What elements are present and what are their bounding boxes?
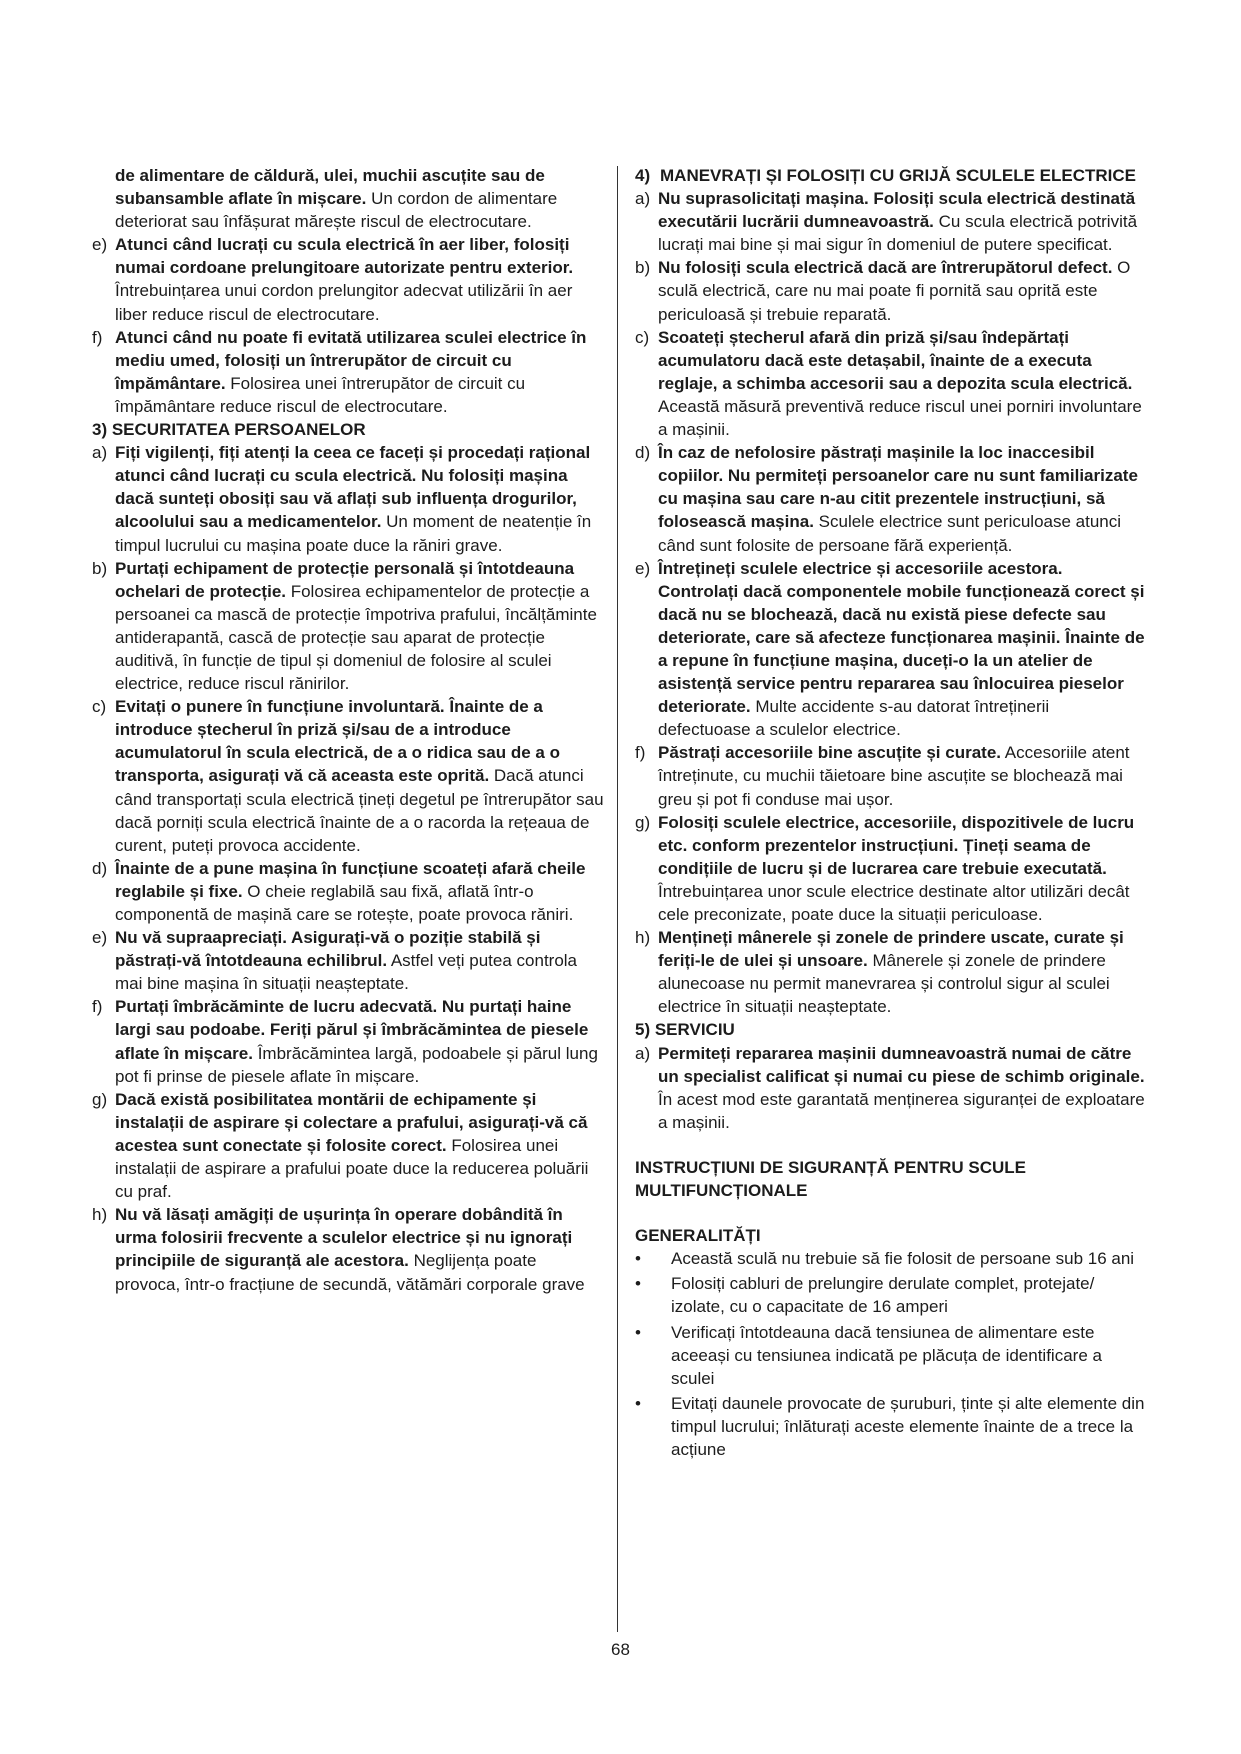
item-label: c) (635, 327, 650, 347)
item-text: Neglijența poate provoca, într-o fracțiune de secundă, vătămări corporale grave (115, 1251, 585, 1294)
section-title: INSTRUCȚIUNI DE SIGURANȚĂ PENTRU SCULE MULTIFUNCȚIONALE (635, 1157, 1027, 1201)
spacer (635, 1202, 1145, 1224)
item-label: b) (92, 558, 108, 578)
item-text: Folosirea unei întrerupător de circuit cu împământare reduce riscul de electrocutare. (115, 373, 526, 416)
item-bold: Mențineți mânerele și zonele de prindere uscate, curate și feriți-le de ulei și unsoare. (658, 928, 1124, 971)
section-heading-5: 5) SERVICIU (635, 1020, 735, 1040)
item-text: Întrebuințarea unui cordon prelungitor adecvat utilizării în aer liber reduce riscul de electrocutare. (115, 281, 573, 324)
page-number: 68 (611, 1640, 630, 1659)
item-text: Folosirea echipamentelor de protecție a persoanei ca mască de protecție împotriva prafului, încălțăminte antiderapantă, cască de protecție sau aparat de protecție auditivă, în funcție de tipul și domeniul de folosire al sculei electrice, reduce riscul rănirilor. (115, 581, 597, 694)
item-text: Un moment de neatenție în timpul lucrului cu mașina poate duce la răniri grave. (115, 512, 592, 555)
list-item (92, 557, 604, 696)
item-label: g) (92, 1089, 108, 1109)
bullet-icon: • (635, 1249, 641, 1269)
bullet-text: Evitați daunele provocate de șuruburi, ținte și alte elemente din timpul lucrului; înlăturați aceste elemente înainte de a trece la acțiune (671, 1393, 1145, 1459)
item-bold: Folosiți sculele electrice, accesoriile, dispozitivele de lucru etc. conform prezentelor instrucțiuni. Țineți seama de condițiile de lucru și de lucrarea care trebuie executată. (658, 812, 1135, 878)
list-item (92, 1088, 604, 1203)
item-text: O cheie reglabilă sau fixă, aflată într-o componentă de mașină care se rotește, poate provoca răniri. (115, 881, 574, 924)
item-text: Mânerele și zonele de prindere alunecoase nu permit manevrarea și controlul sigur al sculei electrice în situații neașteptate. (658, 951, 1110, 1017)
item-bold: Nu vă lăsați amăgiți de ușurința în operare dobândită în urma folosirii frecvente a sculelor electrice și nu ignorați principiile de siguranță ale acestora. (115, 1205, 573, 1271)
intro-text: Un cordon de alimentare deteriorat sau înfășurat mărește riscul de electrocutare. (115, 189, 558, 232)
item-text: Folosirea unei instalații de aspirare a prafului poate duce la reducerea poluării cu praf. (115, 1135, 589, 1202)
continued-paragraph (92, 164, 604, 233)
item-label: e) (635, 558, 651, 578)
item-bold: Dacă există posibilitatea montării de echipamente și instalații de aspirare și colectare a prafului, asigurați-vă că acestea sunt conectate și folosite corect. (115, 1089, 588, 1155)
list-item (635, 741, 1145, 810)
item-bold: Nu folosiți scula electrică dacă are întrerupătorul defect. (658, 258, 1113, 278)
list-item (92, 695, 604, 857)
item-label: h) (92, 1205, 108, 1225)
list-item (92, 857, 604, 926)
item-bold: Purtați îmbrăcăminte de lucru adecvată. Nu purtați haine largi sau podoabe. Feriți părul și îmbrăcămintea de piesele aflate în mișcare. (115, 997, 589, 1063)
bullet-text: Folosiți cabluri de prelungire derulate complet, protejate/ izolate, cu o capacitate de 16 amperi (671, 1274, 1095, 1317)
list-item (635, 811, 1145, 926)
item-text: Întrebuințarea unor scule electrice destinate altor utilizări decât cele preconizate, poate duce la situații periculoase. (658, 881, 1130, 924)
item-text: Îmbrăcămintea largă, podoabele și părul lung pot fi prinse de piesele aflate în mișcare. (115, 1043, 598, 1086)
item-bold: Păstrați accesoriile bine ascuțite și curate. (658, 743, 1001, 763)
item-text: Dacă atunci când transportați scula electrică țineți degetul pe întrerupător sau dacă porniți scula electrică înainte de a o racorda la rețeaua de curent, puteți provoca accidente. (115, 766, 604, 855)
item-text: Accesoriile atent întreținute, cu muchii tăietoare bine ascuțite se blochează mai greu și pot fi conduse mai ușor. (658, 743, 1130, 809)
item-bold: Întrețineți sculele electrice și accesoriile acestora. Controlați dacă componentele mobile funcționează corect și dacă nu se blochează, dacă nu există piese defecte sau deteriorate, care să afecteze funcționarea mașinii. Înainte de a repune în funcțiune mașina, duceți-o la un atelier de asistență service pentru repararea sau înlocuirea pieselor deteriorate. (658, 558, 1145, 717)
item-label: e) (92, 928, 108, 948)
bullet-icon: • (635, 1393, 641, 1413)
item-bold: Nu vă supraapreciați. Asigurați-vă o poziție stabilă și păstrați-vă întotdeauna echilibrul. (115, 928, 541, 971)
list-item (635, 326, 1145, 441)
list-item (635, 187, 1145, 256)
item-text: Sculele electrice sunt periculoase atunci când sunt folosite de persoane fără experiență. (658, 512, 1122, 555)
intro-bold: de alimentare de căldură, ulei, muchii ascuțite sau de subansamble aflate în mișcare. (115, 166, 545, 209)
general-heading: GENERALITĂȚI (635, 1226, 761, 1246)
list-item (92, 1203, 604, 1295)
item-bold: Permiteți repararea mașinii dumneavoastră numai de către un specialist calificat și numai cu piese de schimb originale. (658, 1043, 1145, 1086)
bullet-item (635, 1272, 1145, 1318)
bullet-icon: • (635, 1322, 641, 1342)
item-label: a) (92, 443, 108, 463)
item-label: f) (92, 997, 103, 1017)
item-label: c) (92, 697, 107, 717)
item-bold: Scoateți ștecherul afară din priză și/sau îndepărtați acumulatoru dacă este detașabil, înainte de a executa reglaje, a schimba accesorii sau a depozita scula electrică. (658, 327, 1133, 393)
item-bold: Atunci când lucrați cu scula electrică în aer liber, folosiți numai cordoane prelungitoare autorizate pentru exterior. (115, 235, 574, 278)
list-item (635, 557, 1145, 742)
item-text: O sculă electrică, care nu mai poate fi pornită sau oprită este periculoasă și trebuie reparată. (658, 258, 1131, 324)
item-label: g) (635, 812, 651, 832)
section-heading-3: 3) SECURITATEA PERSOANELOR (92, 420, 366, 440)
item-label: b) (635, 258, 651, 278)
list-item (635, 1042, 1145, 1134)
item-bold: Evitați o punere în funcțiune involuntară. Înainte de a introduce ștecherul în priză și/sau de a introduce acumulatorul în scula electrică, de a o ridica sau de a o transporta, asigurați vă că aceasta este oprită. (115, 697, 560, 786)
item-text: Cu scula electrică potrivită lucrați mai bine și mai sigur în domeniul de putere specificat. (658, 212, 1138, 255)
list-item-e (92, 233, 604, 325)
list-item-f (92, 326, 604, 418)
item-label: e) (92, 235, 108, 255)
item-bold: Nu suprasolicitați mașina. Folosiți scula electrică destinată executării lucrării dumneavoastră. (658, 189, 1136, 232)
column-divider (617, 166, 618, 1632)
item-label: h) (635, 928, 651, 948)
item-bold: Purtați echipament de protecție personală și întotdeauna ochelari de protecție. (115, 558, 575, 601)
item-bold: În caz de nefolosire păstrați mașinile la loc inaccesibil copiilor. Nu permiteți persoanelor care nu sunt familiarizate cu mașina sau care n-au citit prezentele instrucțiuni, să folosească mașina. (658, 443, 1138, 532)
list-item (635, 256, 1145, 325)
bullet-text: Această sculă nu trebuie să fie folosit de persoane sub 16 ani (671, 1249, 1135, 1269)
bullet-item (635, 1392, 1145, 1461)
bullet-text: Verificați întotdeauna dacă tensiunea de alimentare este aceeași cu tensiunea indicată pe plăcuța de identificare a sculei (671, 1322, 1102, 1388)
list-item (635, 926, 1145, 1018)
heading-number: 4) (635, 166, 651, 185)
list-item (92, 441, 604, 556)
section-heading-4 (635, 164, 1145, 187)
item-text: Astfel veți putea controla mai bine mașina în situații neașteptate. (115, 951, 578, 994)
item-label: f) (92, 327, 103, 347)
item-text: Această măsură preventivă reduce riscul unei porniri involuntare a mașinii. (658, 396, 1142, 440)
right-column (635, 164, 1145, 1463)
spacer (635, 1134, 1145, 1156)
bullet-item (635, 1247, 1145, 1270)
item-label: a) (635, 1043, 651, 1063)
list-item (635, 441, 1145, 556)
item-bold: Atunci când nu poate fi evitată utilizarea sculei electrice în mediu umed, folosiți un întrerupător de circuit cu împământare. (115, 327, 587, 393)
item-bold: Înainte de a pune mașina în funcțiune scoateți afară cheile reglabile și fixe. (115, 858, 586, 901)
item-label: d) (92, 858, 108, 878)
item-label: a) (635, 189, 651, 209)
list-item (92, 995, 604, 1087)
list-item (92, 926, 604, 995)
bullet-icon: • (635, 1274, 641, 1294)
item-label: f) (635, 743, 646, 763)
item-label: d) (635, 443, 651, 463)
left-column (92, 164, 604, 1296)
item-text: În acest mod este garantată menținerea siguranței de exploatare a mașinii. (658, 1089, 1145, 1132)
bullet-item (635, 1321, 1145, 1390)
heading-text: MANEVRAȚI ȘI FOLOSIȚI CU GRIJĂ SCULELE ELECTRICE (660, 166, 1137, 185)
item-bold: Fiți vigilenți, fiți atenți la ceea ce faceți și procedați rațional atunci când lucrați cu scula electrică. Nu folosiți mașina dacă sunteți obosiți sau vă aflați sub influența drogurilor, alcoolului sau a medicamentelor. (115, 443, 591, 532)
item-text: Multe accidente s-au datorat întreținerii defectuoase a sculelor electrice. (658, 697, 1050, 740)
